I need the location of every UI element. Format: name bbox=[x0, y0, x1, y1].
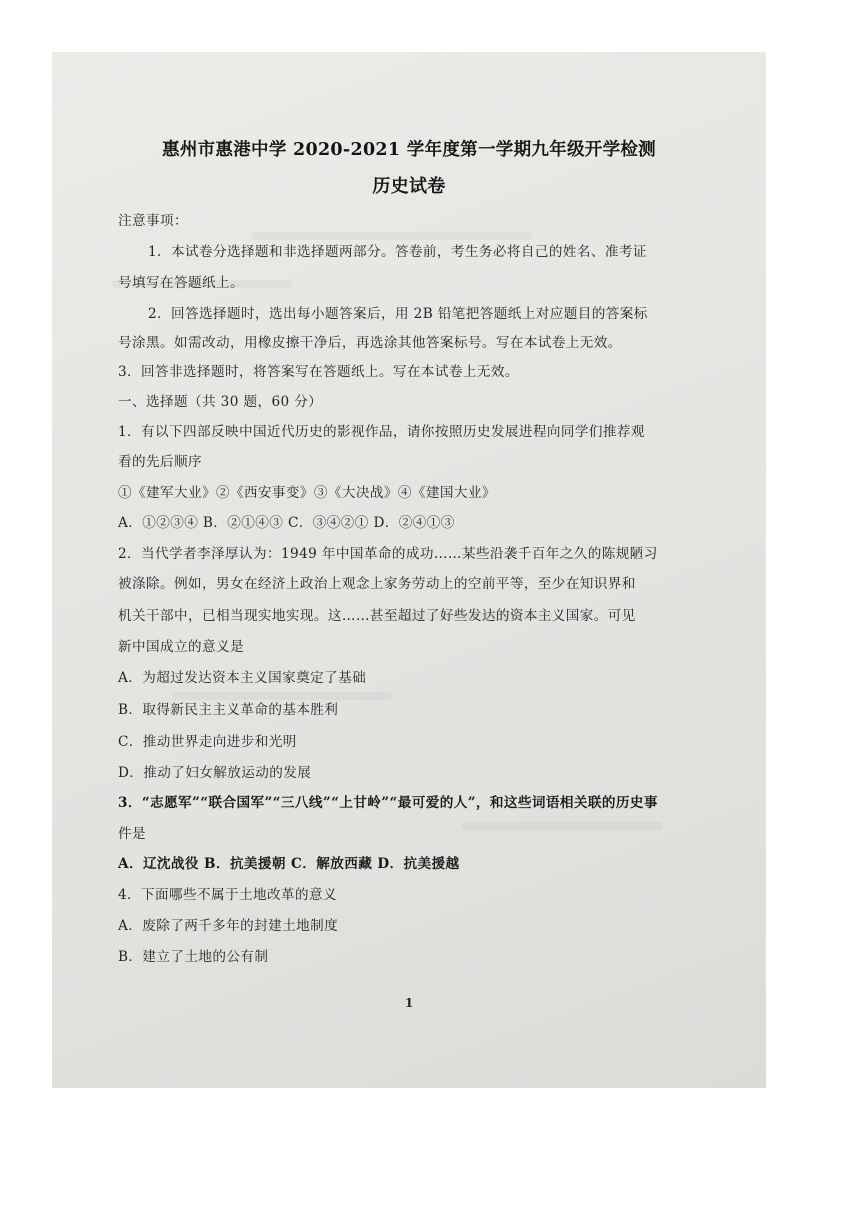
question-4-option-a: A．废除了两千多年的封建土地制度 bbox=[118, 918, 339, 934]
notice-item-3: 3．回答非选择题时，将答案写在答题纸上。写在本试卷上无效。 bbox=[118, 364, 519, 380]
question-3-options: A．辽沈战役 B．抗美援朝 C．解放西藏 D．抗美援越 bbox=[118, 856, 460, 872]
question-2-option-a: A．为超过发达资本主义国家奠定了基础 bbox=[118, 670, 367, 686]
question-1-items: ①《建军大业》②《西安事变》③《大决战》④《建国大业》 bbox=[118, 485, 496, 501]
exam-paper-photo bbox=[52, 52, 766, 1088]
question-2-stem-line-4: 新中国成立的意义是 bbox=[118, 639, 244, 655]
question-1-options: A．①②③④ B．②①④③ C．③④②① D．②④①③ bbox=[118, 515, 455, 531]
notice-heading: 注意事项： bbox=[118, 213, 188, 229]
question-2-stem-line-3: 机关干部中，已相当现实地实现。这……甚至超过了好些发达的资本主义国家。可见 bbox=[118, 608, 636, 624]
question-2-option-b: B．取得新民主主义革命的基本胜利 bbox=[118, 702, 339, 718]
question-2-option-d: D．推动了妇女解放运动的发展 bbox=[118, 765, 312, 781]
question-2-stem-line-1: 2．当代学者李泽厚认为：1949 年中国革命的成功……某些沿袭千百年之久的陈规陋习 bbox=[118, 546, 658, 562]
section-heading: 一、选择题（共 30 题，60 分） bbox=[118, 394, 323, 410]
question-1-stem-line-2: 看的先后顺序 bbox=[118, 454, 202, 470]
question-4-stem: 4．下面哪些不属于土地改革的意义 bbox=[118, 887, 337, 903]
question-4-option-b: B．建立了土地的公有制 bbox=[118, 949, 269, 965]
question-1-stem-line-1: 1．有以下四部反映中国近代历史的影视作品，请你按照历史发展进程向同学们推荐观 bbox=[118, 424, 645, 440]
question-3-stem-line-2: 件是 bbox=[118, 826, 146, 842]
exam-title: 惠州市惠港中学 2020-2021 学年度第一学期九年级开学检测 bbox=[162, 140, 656, 160]
notice-item-2-line-1: 2．回答选择题时，选出每小题答案后，用 2B 铅笔把答题纸上对应题目的答案标 bbox=[148, 306, 648, 322]
exam-subject-title: 历史试卷 bbox=[372, 176, 446, 197]
question-2-option-c: C．推动世界走向进步和光明 bbox=[118, 734, 297, 750]
notice-item-1-line-1: 1．本试卷分选择题和非选择题两部分。答卷前，考生务必将自己的姓名、准考证 bbox=[148, 244, 647, 260]
notice-item-2-line-2: 号涂黑。如需改动，用橡皮擦干净后，再选涂其他答案标号。写在本试卷上无效。 bbox=[118, 335, 622, 351]
notice-item-1-line-2: 号填写在答题纸上。 bbox=[118, 275, 244, 291]
page-number: 1 bbox=[404, 996, 414, 1010]
question-2-stem-line-2: 被涤除。例如，男女在经济上政治上观念上家务劳动上的空前平等，至少在知识界和 bbox=[118, 576, 636, 592]
exam-page bbox=[52, 52, 766, 1088]
question-3-stem-line-1: 3．“志愿军”“联合国军”“三八线”“上甘岭”“最可爱的人”，和这些词语相关联的历史事 bbox=[118, 795, 658, 811]
